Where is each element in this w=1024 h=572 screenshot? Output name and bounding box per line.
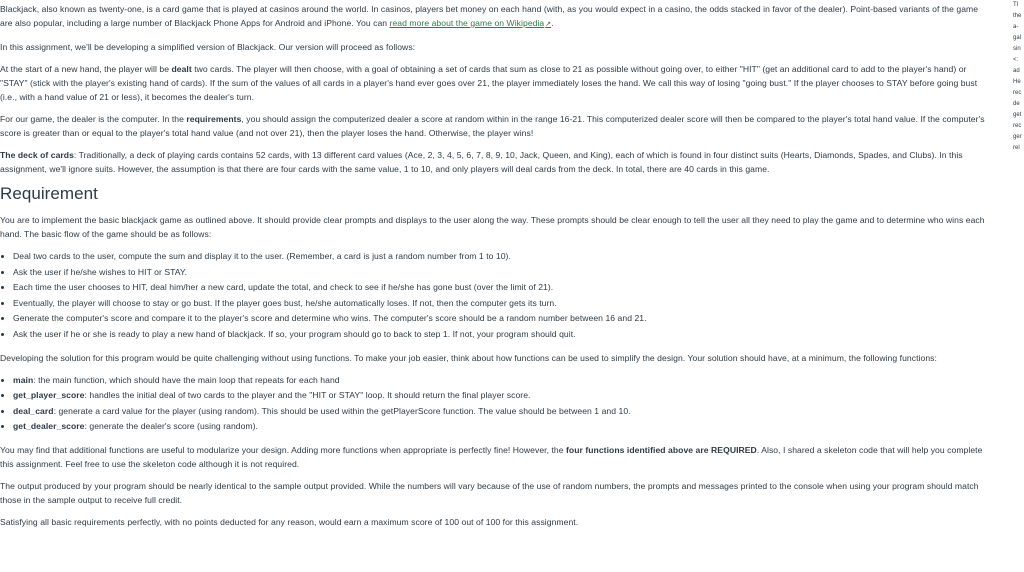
requirements-bold: requirements xyxy=(186,114,242,124)
fragment-text: <: xyxy=(1013,57,1019,63)
dealt-bold: dealt xyxy=(171,64,192,74)
fragment-text: the xyxy=(1013,13,1022,19)
right-column-fragment xyxy=(1013,0,1024,572)
requirement-intro-paragraph: You are to implement the basic blackjack game as outlined above. It should provide clear prompts and displays to the user along the way. These prompts should be clear enough to tell the user all they need to play the game and to determine who wins each hand. The basic flow of the game should be as follows: xyxy=(0,215,985,239)
fragment-text: He xyxy=(1013,79,1021,85)
dealer-text-cont: , you should assign the computerized dealer a score at random within in the range 16-21. This computerized dealer score will then be compared to the player's total hand value. If the computer's score is greater than or equal to the player's total hand value (and not over 21), then the player loses the hand. Otherwise, the player wins! xyxy=(0,114,985,138)
additional-functions-text-cont: . Also, I shared a skeleton code that will help you complete this assignment. Feel free to use the skeleton code although it is not required. xyxy=(0,444,983,469)
list-item: • Generate the computer's score and compare it to the player's score and determine who wins. The computer's score should be a random number between 16 and 21. xyxy=(13,311,990,327)
hand-rules-paragraph xyxy=(0,62,990,104)
function-desc: : handles the initial deal of two cards to the player and the "HIT or STAY" loop. It should return the final player score. xyxy=(84,390,531,401)
list-item xyxy=(13,419,990,435)
fragment-text: rel xyxy=(1013,145,1020,151)
external-link-icon: ↗ xyxy=(545,21,552,28)
function-name: get_player_score xyxy=(13,390,85,401)
list-item xyxy=(13,388,990,404)
intro-text: Blackjack, also known as twenty-one, is a card game that is played at casinos around the world. In casinos, players bet money on each hand (with, as you would expect in a casino, the odds stacked in favor of the dealer). Point-based variants of the game are also popular, including a large number of Blackjack Phone Apps for Android and iPhone. You can xyxy=(0,4,979,28)
list-item: • Ask the user if he or she is ready to play a new hand of blackjack. If so, your program should go to back to step 1. If not, your program should quit. xyxy=(13,327,990,343)
intro-paragraph xyxy=(0,2,990,32)
function-name: get_dealer_score xyxy=(13,421,85,432)
function-desc: : generate a card value for the player (using random). This should be used within the getPlayerScore function. The value should be between 1 and 10. xyxy=(53,405,631,416)
functions-list xyxy=(0,373,990,435)
hand-rules-text-cont: two cards. The player will then choose, with a goal of obtaining a set of cards that sum as close to 21 as possible without going over, to either "HIT" (get an additional card to add to the player's hand) or "STAY" (stick with the player's existing hand of cards). If the sum of the values of all cards in a player's hand ever goes over 21, the player immediately loses the hand. We call this way of losing "going bust." If the player chooses to STAY before going bust (i.e., with a hand value of 21 or less), it becomes the dealer's turn. xyxy=(0,64,978,102)
overview-paragraph: In this assignment, we'll be developing a simplified version of Blackjack. Our version will proceed as follows: xyxy=(0,42,416,52)
wikipedia-link[interactable] xyxy=(390,18,552,28)
list-item xyxy=(13,373,990,389)
required-functions-bold: four functions identified above are REQUIRED xyxy=(566,444,757,455)
function-desc: : the main function, which should have the main loop that repeats for each hand xyxy=(33,374,340,385)
deck-paragraph xyxy=(0,148,990,176)
wikipedia-link-text: read more about the game on Wikipedia xyxy=(389,18,545,28)
output-paragraph: The output produced by your program should be nearly identical to the sample output provided. While the numbers will vary because of the use of random numbers, the prompts and messages printed to the console when using your program should match those in the sample output to receive full credit. xyxy=(0,480,979,505)
list-item: • Deal two cards to the user, compute the sum and display it to the user. (Remember, a card is just a random number from 1 to 10). xyxy=(13,249,990,265)
dealer-text: For our game, the dealer is the computer. In the xyxy=(0,114,187,124)
additional-functions-paragraph xyxy=(0,443,990,471)
list-item: • Ask the user if he/she wishes to HIT or STAY. xyxy=(13,265,990,281)
fragment-text: ger xyxy=(1013,134,1022,140)
function-name: main xyxy=(13,374,34,385)
deck-bold: The deck of cards xyxy=(0,150,74,160)
game-flow-list xyxy=(0,249,990,343)
fragment-text: get xyxy=(1013,112,1022,118)
fragment-text: Tl xyxy=(1013,2,1018,8)
requirement-heading: Requirement xyxy=(0,184,98,203)
list-item: • Each time the user chooses to HIT, deal him/her a new card, update the total, and check to see if he/she has gone bust (over the limit of 21). xyxy=(13,280,990,296)
dealer-paragraph xyxy=(0,112,990,140)
list-item xyxy=(13,404,990,420)
function-name: deal_card xyxy=(13,405,54,416)
functions-intro-paragraph: Developing the solution for this program would be quite challenging without using functions. To make your job easier, think about how functions can be used to simplify the design. Your solution should have, at a minimum, the following functions: xyxy=(0,352,937,363)
fragment-text: sin xyxy=(1013,46,1021,52)
fragment-text: gal xyxy=(1013,35,1022,41)
fragment-text: ad xyxy=(1013,68,1020,74)
grading-paragraph: Satisfying all basic requirements perfectly, with no points deducted for any reason, would earn a maximum score of 100 out of 100 for this assignment. xyxy=(0,516,579,527)
deck-text: : Traditionally, a deck of playing cards contains 52 cards, with 13 different card values (Ace, 2, 3, 4, 5, 6, 7, 8, 9, 10, Jack, Queen, and King), each of which is found in four distinct suits (Hearts, Diamonds, Spades, and Clubs). In this assignment, we'll ignore suits. However, the assumption is that there are four cards with the same value, 1 to 10, and only players will deal cards from the deck. In total, there are 40 cards in this game. xyxy=(0,150,963,174)
fragment-text: a- xyxy=(1013,24,1019,30)
fragment-text: de xyxy=(1013,101,1020,107)
fragment-text: rec xyxy=(1013,90,1022,96)
hand-rules-text: At the start of a new hand, the player will be xyxy=(0,64,172,74)
additional-functions-text: You may find that additional functions are useful to modularize your design. Adding more functions when appropriate is perfectly fine! However, the xyxy=(0,444,566,455)
function-desc: : generate the dealer's score (using random). xyxy=(84,421,258,432)
intro-period: . xyxy=(551,18,554,28)
list-item: • Eventually, the player will choose to stay or go bust. If the player goes bust, he/she automatically loses. If not, then the computer gets its turn. xyxy=(13,296,990,312)
fragment-text: rec xyxy=(1013,123,1022,129)
